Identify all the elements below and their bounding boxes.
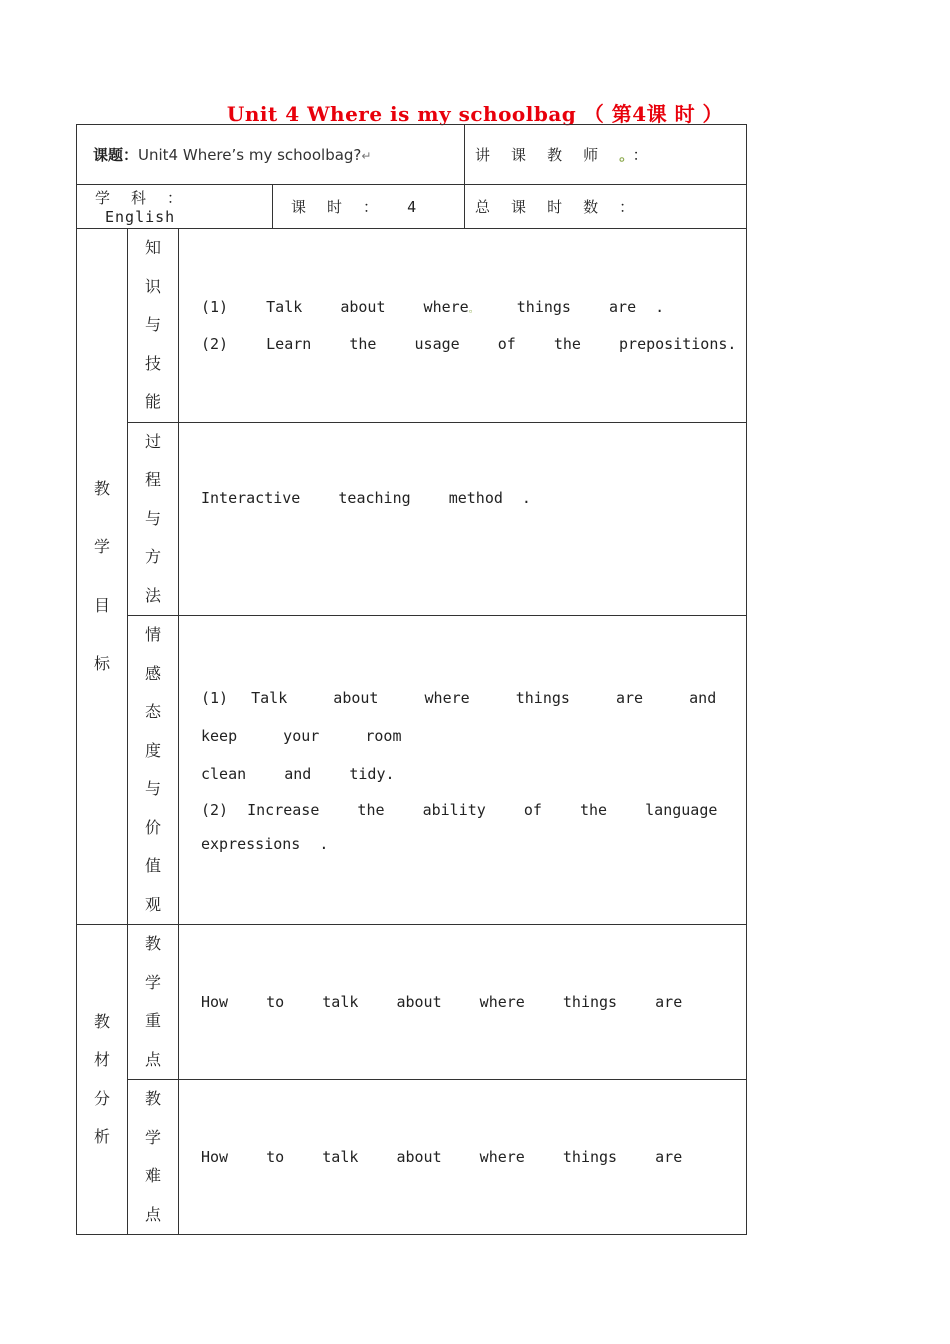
- process-line-1: Interactive teaching method .: [201, 488, 531, 507]
- subject-value: English: [105, 208, 176, 226]
- char: 与: [144, 779, 161, 798]
- char: 重: [144, 1011, 161, 1030]
- knowledge-label-cell: [128, 229, 179, 423]
- char: 识: [144, 276, 161, 296]
- lesson-plan-table: [76, 124, 763, 1235]
- difficulties-label: [128, 1080, 178, 1234]
- char: 与: [144, 508, 161, 528]
- char: 学: [144, 1127, 161, 1147]
- key-points-content: [179, 925, 747, 1080]
- emotion-content: [179, 616, 763, 925]
- key-points-label: [128, 925, 178, 1079]
- page-title: Unit 4 Where is my schoolbag （ 第4课 时 ）: [226, 102, 724, 126]
- emotion-label: [128, 616, 178, 924]
- emotion-label-cell: [128, 616, 179, 925]
- subject-cell: [77, 185, 273, 229]
- knowledge-mark: 。: [468, 303, 479, 315]
- char: 教: [93, 478, 110, 498]
- teacher-colon: ：: [632, 146, 654, 164]
- char: 学: [144, 972, 161, 992]
- char: 难: [144, 1166, 161, 1185]
- knowledge-content: [179, 229, 747, 423]
- char: 法: [144, 585, 161, 605]
- analysis-group-label: [77, 1003, 127, 1157]
- objectives-group-cell: [77, 229, 128, 925]
- total-periods-label: 总 课 时 数 ：: [475, 198, 641, 216]
- knowledge-label: [128, 229, 178, 422]
- analysis-group-cell: [77, 925, 128, 1235]
- char: 点: [144, 1204, 161, 1224]
- char: 能: [144, 392, 161, 411]
- emotion-line-2: clean and tidy.: [201, 765, 395, 783]
- knowledge-line-1: (1) Talk about where。 things are .: [201, 297, 665, 316]
- char: 过: [144, 431, 161, 451]
- char: 观: [144, 894, 161, 914]
- char: 标: [93, 654, 110, 673]
- char: 价: [144, 817, 161, 837]
- key-points-line-1: How to talk about where things are: [201, 993, 683, 1011]
- subject-label: 学 科 ：: [95, 189, 189, 207]
- char: 目: [93, 595, 110, 615]
- char: 程: [144, 470, 161, 489]
- teacher-dot: 。: [619, 146, 633, 164]
- difficulties-line-1: How to talk about where things are: [201, 1148, 683, 1166]
- char: 技: [144, 353, 161, 373]
- total-periods-cell: [465, 185, 747, 229]
- process-content: [179, 422, 747, 616]
- process-row: [77, 422, 747, 616]
- difficulties-label-cell: [128, 1080, 179, 1235]
- char: 知: [144, 238, 161, 257]
- char: 态: [144, 702, 161, 721]
- topic-label: 课题：: [93, 146, 139, 164]
- char: 教: [144, 1089, 161, 1108]
- char: 点: [144, 1049, 161, 1069]
- topic-row: [77, 125, 747, 185]
- char: 情: [144, 625, 161, 644]
- knowledge-line-2: (2) Learn the usage of the prepositions.: [201, 334, 737, 353]
- period-cell: [273, 185, 465, 229]
- difficulties-content: [179, 1080, 747, 1235]
- char: 方: [144, 547, 161, 566]
- paragraph-mark: ↵: [361, 149, 372, 163]
- topic-cell: [77, 125, 465, 185]
- teacher-cell: [465, 125, 747, 185]
- process-label: [128, 423, 178, 616]
- key-points-label-cell: [128, 925, 179, 1080]
- emotion-row: [77, 616, 747, 925]
- key-points-row: [77, 925, 747, 1080]
- teacher-label: 讲 课 教 师: [475, 146, 605, 164]
- char: 度: [144, 740, 161, 760]
- char: 分: [93, 1088, 110, 1108]
- char: 教: [93, 1011, 110, 1031]
- char: 材: [93, 1050, 110, 1069]
- topic-value: Unit4 Where’s my schoolbag?: [138, 146, 362, 164]
- char: 教: [144, 934, 161, 953]
- char: 值: [144, 856, 161, 875]
- emotion-line-1: (1) Talk about where things are and keep your room: [201, 689, 763, 745]
- emotion-line-3: (2) Increase the ability of the language expressions .: [201, 801, 756, 853]
- char: 与: [144, 315, 161, 334]
- process-label-cell: [128, 422, 179, 616]
- difficulties-row: [77, 1080, 747, 1235]
- char: 析: [93, 1127, 110, 1146]
- objectives-group-label: [77, 470, 127, 684]
- knowledge-row: [77, 229, 747, 423]
- char: 学: [93, 537, 110, 556]
- subject-row: [77, 185, 747, 229]
- period-label: 课 时 ：: [291, 198, 385, 216]
- char: 感: [144, 663, 161, 683]
- period-value: 4: [407, 198, 423, 216]
